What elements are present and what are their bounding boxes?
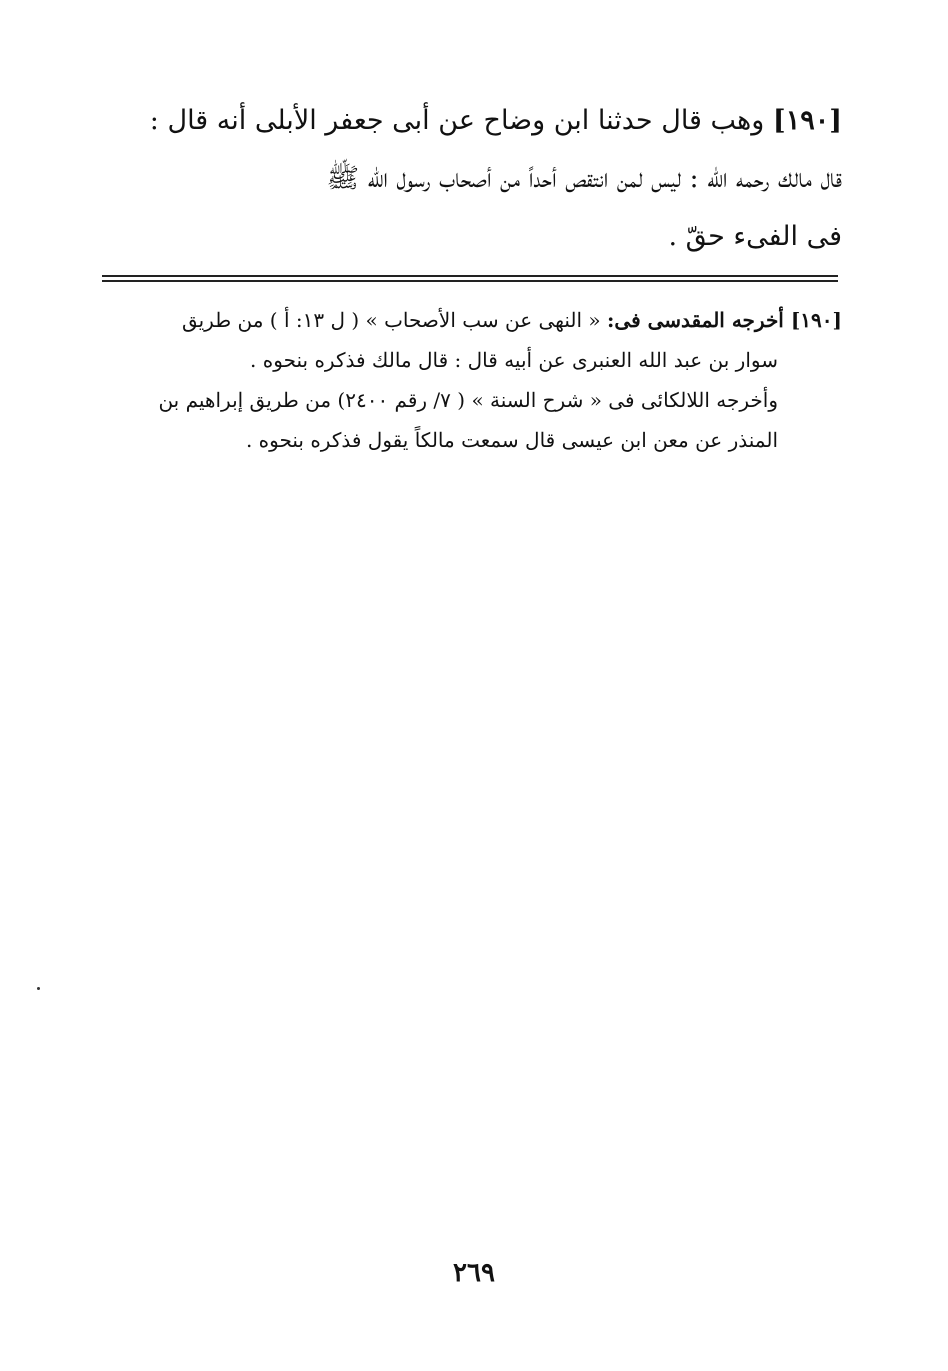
footnote-1-line-1-text: « النهى عن سب الأصحاب » ( ل ١٣: أ ) من طريق xyxy=(181,308,601,332)
main-line-1-text: وهب قال حدثنا ابن وضاح عن أبى جعفر الأبلى أنه قال : xyxy=(149,105,765,136)
main-line-1 xyxy=(100,92,842,150)
footnote-1-line-2: سوار بن عبد الله العنبرى عن أبيه قال : قال مالك فذكره بنحوه . xyxy=(250,348,778,372)
page-number: ٢٦٩ xyxy=(453,1258,495,1288)
main-text-block xyxy=(100,92,842,266)
hadith-number: [١٩٠] xyxy=(772,105,842,136)
scan-speck xyxy=(37,987,40,990)
footnote-2-line-1: وأخرجه اللالكائى فى « شرح السنة » ( ٧/ رقم ٢٤٠٠) من طريق إبراهيم بن xyxy=(158,388,778,412)
footnote-divider-top xyxy=(102,275,838,277)
footnote-2-line-2: المنذر عن معن ابن عيسى قال سمعت مالكاً يقول فذكره بنحوه . xyxy=(245,428,778,452)
footnotes-block xyxy=(100,300,842,460)
main-line-3: فى الفىء حقّ . xyxy=(668,221,842,252)
footnote-divider-bottom xyxy=(102,280,838,282)
footnote-1-label: [١٩٠] أخرجه المقدسى فى: xyxy=(607,308,842,332)
main-line-2: قال مالك رحمه الله : ليس لمن انتقص أحداً من أصحاب رسول الله ﷺ xyxy=(326,163,842,194)
footnote-1-line-1 xyxy=(100,300,842,340)
